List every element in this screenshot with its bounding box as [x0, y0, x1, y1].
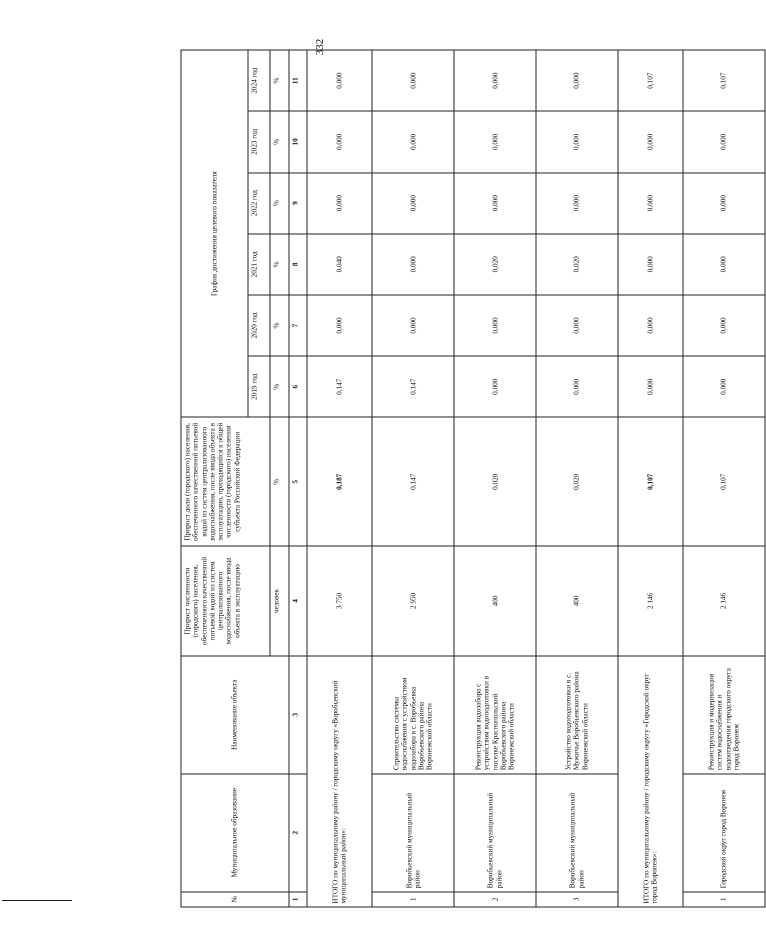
year-value-cell: 0,020	[536, 234, 618, 295]
object-cell: Реконструкция и модернизация систем водоснабжения и водоотведения городского округа город Воронеж	[683, 656, 765, 774]
year-value-cell: 0,000	[683, 111, 765, 172]
year-value-cell: 0,000	[454, 111, 536, 172]
year-value-cell: 0,000	[618, 356, 683, 417]
unit-pct: %	[270, 111, 289, 172]
year-value-cell: 0,000	[536, 173, 618, 234]
year-value-cell: 0,000	[372, 173, 454, 234]
header-schedule: График достижения целевого показателя	[181, 50, 248, 417]
header-year: 2019 год	[248, 356, 270, 417]
year-value-cell: 0,040	[307, 234, 372, 295]
header-municipality: Муниципальное образование	[181, 774, 289, 892]
unit-pct: %	[270, 173, 289, 234]
year-value-cell: 0,000	[372, 50, 454, 111]
year-value-cell: 0,000	[372, 234, 454, 295]
rotated-table-frame	[173, 2, 741, 947]
year-value-cell: 0,000	[307, 111, 372, 172]
year-value-cell: 0,000	[683, 356, 765, 417]
year-value-cell: 0,000	[536, 50, 618, 111]
share-cell: 0,107	[618, 417, 683, 546]
year-value-cell: 0,000	[454, 356, 536, 417]
year-value-cell: 0,000	[372, 295, 454, 356]
people-cell: 2 146	[618, 546, 683, 655]
share-cell: 0,147	[372, 417, 454, 546]
year-value-cell: 0,000	[536, 111, 618, 172]
table-row	[536, 50, 618, 907]
municipality-cell: Городской округ город Воронеж	[683, 774, 765, 892]
people-cell: 2 950	[372, 546, 454, 655]
col-number: 3	[289, 656, 308, 774]
total-row	[618, 50, 683, 907]
municipality-cell: Воробьевский муниципальный район	[454, 774, 536, 892]
object-cell: Строительство системы водоснабжения с устройством водозабора в с. Воробьевка Воробьевского района Воронежской области	[372, 656, 454, 774]
municipality-cell: Воробьевский муниципальный район	[372, 774, 454, 892]
share-cell: 0,187	[307, 417, 372, 546]
people-cell: 400	[454, 546, 536, 655]
municipality-cell: Воробьевский муниципальный район	[536, 774, 618, 892]
col-number: 5	[289, 417, 308, 546]
total-row	[307, 50, 372, 907]
unit-pct: %	[270, 234, 289, 295]
year-value-cell: 0,147	[372, 356, 454, 417]
total-label: ИТОГО по муниципальному району / городскому округу «Городской округ город Воронеж»:	[618, 656, 683, 907]
year-value-cell: 0,000	[536, 356, 618, 417]
header-year: 2021 год	[248, 234, 270, 295]
col-number: 8	[289, 234, 308, 295]
year-value-cell: 0,000	[683, 173, 765, 234]
year-value-cell: 0,000	[618, 295, 683, 356]
share-cell: 0,020	[536, 417, 618, 546]
unit-people: человек	[270, 546, 289, 655]
col-number: 9	[289, 173, 308, 234]
col-number: 6	[289, 356, 308, 417]
people-cell: 2 146	[683, 546, 765, 655]
unit-pct: %	[270, 356, 289, 417]
year-value-cell: 0,000	[307, 295, 372, 356]
header-growth-share: Прирост доли (городского) населения, обеспеченного качественной питьевой водой из систем централизованного водоснабжения, после ввода объекта в эксплуатацию, приходящийся к общей численности (городского) населения субъекта Российской Федерации	[181, 417, 270, 546]
col-number: 2	[289, 774, 308, 892]
row-number: 2	[454, 892, 536, 907]
year-value-cell: 0,000	[307, 173, 372, 234]
year-value-cell: 0,000	[536, 295, 618, 356]
year-value-cell: 0,000	[618, 111, 683, 172]
footnote-rule	[2, 900, 72, 901]
unit-pct: %	[270, 295, 289, 356]
year-value-cell: 0,147	[307, 356, 372, 417]
year-value-cell: 0,020	[454, 234, 536, 295]
year-value-cell: 0,000	[454, 173, 536, 234]
col-number: 1	[289, 892, 308, 907]
share-cell: 0,107	[683, 417, 765, 546]
header-year: 2024 год	[248, 50, 270, 111]
year-value-cell: 0,000	[683, 295, 765, 356]
header-num: №	[181, 892, 289, 907]
header-year: 2023 год	[248, 111, 270, 172]
people-cell: 3 750	[307, 546, 372, 655]
table-row	[683, 50, 765, 907]
year-value-cell: 0,000	[454, 295, 536, 356]
row-number: 1	[683, 892, 765, 907]
header-object: Наименование объекта	[181, 656, 289, 774]
object-cell: Устройство водоподготовки в с. Мужичье Воробьевского района Воронежской области	[536, 656, 618, 774]
table-row	[372, 50, 454, 907]
header-growth-people: Прирост численности (городского) населения, обеспеченного качественной питьевой водой из систем централизованного водоснабжения, после ввода объекта в эксплуатацию	[181, 546, 270, 655]
year-value-cell: 0,107	[683, 50, 765, 111]
year-value-cell: 0,000	[618, 234, 683, 295]
share-cell: 0,020	[454, 417, 536, 546]
col-number: 11	[289, 50, 308, 111]
unit-pct: %	[270, 50, 289, 111]
year-value-cell: 0,107	[618, 50, 683, 111]
col-number: 4	[289, 546, 308, 655]
people-cell: 400	[536, 546, 618, 655]
header-year: 2020 год	[248, 295, 270, 356]
unit-pct: %	[270, 417, 289, 546]
total-label: ИТОГО по муниципальному району / городскому округу «Воробьевский муниципальный район»:	[307, 656, 372, 907]
year-value-cell: 0,000	[454, 50, 536, 111]
page-number: 332	[314, 38, 326, 56]
col-number: 7	[289, 295, 308, 356]
year-value-cell: 0,000	[307, 50, 372, 111]
year-value-cell: 0,000	[372, 111, 454, 172]
row-number: 3	[536, 892, 618, 907]
year-value-cell: 0,000	[683, 234, 765, 295]
header-year: 2022 год	[248, 173, 270, 234]
object-cell: Реконструкция водозабора с устройством водоподготовки в поселке Краснопольский Воробьевского района Воронежской области	[454, 656, 536, 774]
target-indicator-table	[181, 50, 766, 908]
col-number: 10	[289, 111, 308, 172]
table-row	[454, 50, 536, 907]
year-value-cell: 0,000	[618, 173, 683, 234]
row-number: 1	[372, 892, 454, 907]
